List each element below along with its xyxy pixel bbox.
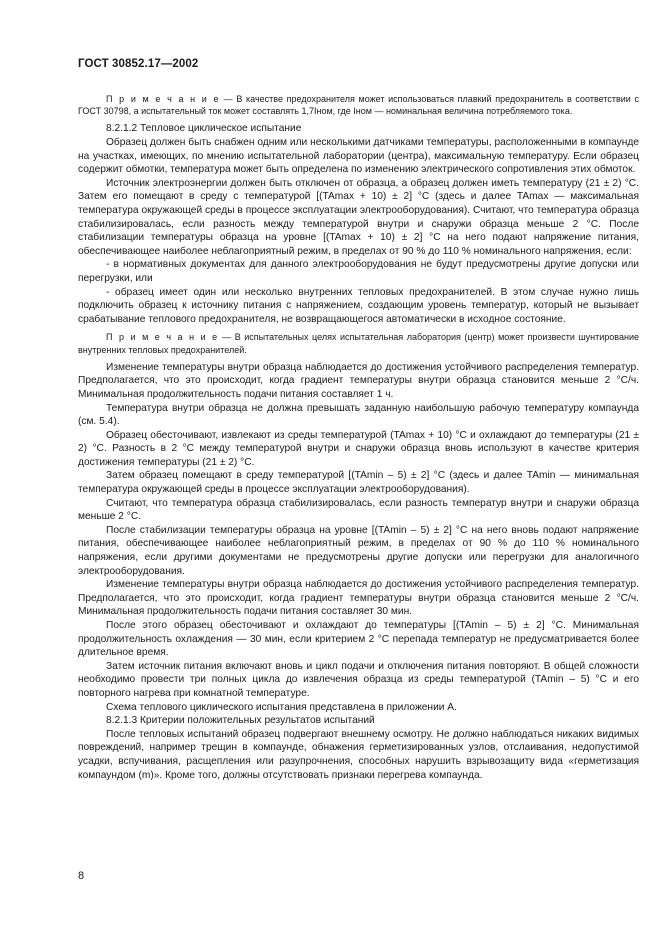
document-header: ГОСТ 30852.17—2002 (78, 58, 199, 70)
paragraph: Образец обесточивают, извлекают из среды температурой (TAmax + 10) °C и охлаждают до температуры (21 ± 2) °C. Разность в 2 °C между температурой внутри и снаружи образца вновь используют в качестве критерия достижения температуры (21 ± 2) °C. (78, 429, 639, 468)
paragraph: Схема теплового циклического испытания представлена в приложении А. (106, 701, 457, 713)
paragraph: Изменение температуры внутри образца наблюдается до достижения устойчивого распределения температур. Предполагается, что это происходит, когда градиент температуры внутри образца становится меньше 2 °C/ч. Минимальная продолжительность подачи питания составляет 30 мин. (78, 579, 639, 618)
note-2 (78, 331, 639, 355)
note-2-text: — В испытательных целях испытательная лаборатория (центр) может произвести шунтирование внутренних тепловых предохранителей. (78, 332, 639, 355)
paragraph: Температура внутри образца не должна превышать заданную наибольшую рабочую температуру компаунда (см. 5.4). (78, 402, 639, 428)
page-number: 8 (78, 870, 85, 882)
paragraph: Затем образец помещают в среду температурой [(TAmin – 5) ± 2] °C (здесь и далее TAmin — минимальная температура окружающей среды в процессе эксплуатации электрооборудования). (78, 470, 639, 496)
note-1-text: — В качестве предохранителя может использоваться плавкий предохранитель в соответствии с ГОСТ 30798, а испытательный ток может составлять 1,7Iном, где Iном — номинальная величина потребляемого тока. (78, 94, 639, 117)
section-8213-heading: 8.2.1.3 Критерии положительных результатов испытаний (106, 715, 375, 727)
section-8212-p2: Источник электроэнергии должен быть отключен от образца, а образец должен иметь температуру (21 ± 2) °C. Затем его помещают в среду с температурой [(TAmax + 10) ± 2] °C (здесь и далее TAmax — максимальная температура окружающей среды в процессе эксплуатации электрооборудования). Считают, что температура образца стабилизировалась, если разность между температурой внутри и снаружи образца меньше 2 °C. После стабилизации температуры образца на уровне [(TAmax + 10) ± 2] °C на него подают напряжение питания, обеспечивающее наиболее неблагоприятный режим, в пределах от 90 % до 110 % номинального напряжения, если: (78, 177, 639, 257)
note-2-label: П р и м е ч а н и е (106, 332, 219, 343)
paragraph: После этого образец обесточивают и охлаждают до температуры [(TAmin – 5) ± 2] °C. Минимальная продолжительность охлаждения — 30 мин, если критерием 2 °C перепада температур не предусматривается более длительное время. (78, 620, 639, 659)
section-8212-p1: Образец должен быть снабжен одним или несколькими датчиками температуры, расположенными в компаунде на участках, имеющих, по мнению испытательной лаборатории (центра), максимальную температуру. Если образец содержит обмотки, температура может быть определена по изменению электрического сопротивления этих обмоток. (78, 137, 639, 176)
paragraph: После стабилизации температуры образца на уровне [(TAmin – 5) ± 2] °C на него вновь подают напряжение питания, обеспечивающее наиболее неблагоприятный режим, в пределах от 90 % до 110 % номинального напряжения, если другими документами не предусмотрены другие допуски или перегрузки для аналогичного электрооборудования. (78, 524, 639, 577)
document-body (78, 93, 639, 782)
paragraph: Затем источник питания включают вновь и цикл подачи и отключения питания повторяют. В общей сложности необходимо провести три полных цикла до извлечения образца из среды температурой (TAmin – 5) °C и его повторного нагрева при комнатной температуре. (78, 660, 639, 699)
note-1-label: П р и м е ч а н и е (106, 94, 220, 104)
section-8212-bullet-2: - образец имеет один или несколько внутренних тепловых предохранителей. В этом случае нужно лишь подключить образец к источнику питания с напряжением, создающим уровень температур, который не вызывает срабатывание теплового предохранителя, не возвращающегося автоматически в исходное состояние. (78, 286, 639, 325)
paragraph: Считают, что температура образца стабилизировалась, если разность температур внутри и снаружи образца меньше 2 °C. (78, 497, 639, 523)
section-8213-p1: После тепловых испытаний образец подвергают внешнему осмотру. Не должно наблюдаться никаких видимых повреждений, например трещин в компаунде, обнажения герметизированных узлов, отслаивания, недопустимой усадки, вспучивания, расщепления или разупрочнения, способных нарушить взрывозащиту вида «герметизация компаундом (m)». Кроме того, должны отсутствовать признаки перегрева компаунда. (78, 728, 639, 781)
paragraph: Изменение температуры внутри образца наблюдается до достижения устойчивого распределения температур. Предполагается, что это происходит, когда градиент температуры внутри образца становится меньше 2 °C/ч. Минимальная продолжительность подачи питания составляет 1 ч. (78, 361, 639, 400)
section-8212-heading: 8.2.1.2 Тепловое циклическое испытание (106, 123, 302, 135)
note-1 (78, 93, 639, 117)
section-8212-bullet-1: - в нормативных документах для данного электрооборудования не будут предусмотрены другие допуски или перегрузки, или (78, 259, 639, 284)
